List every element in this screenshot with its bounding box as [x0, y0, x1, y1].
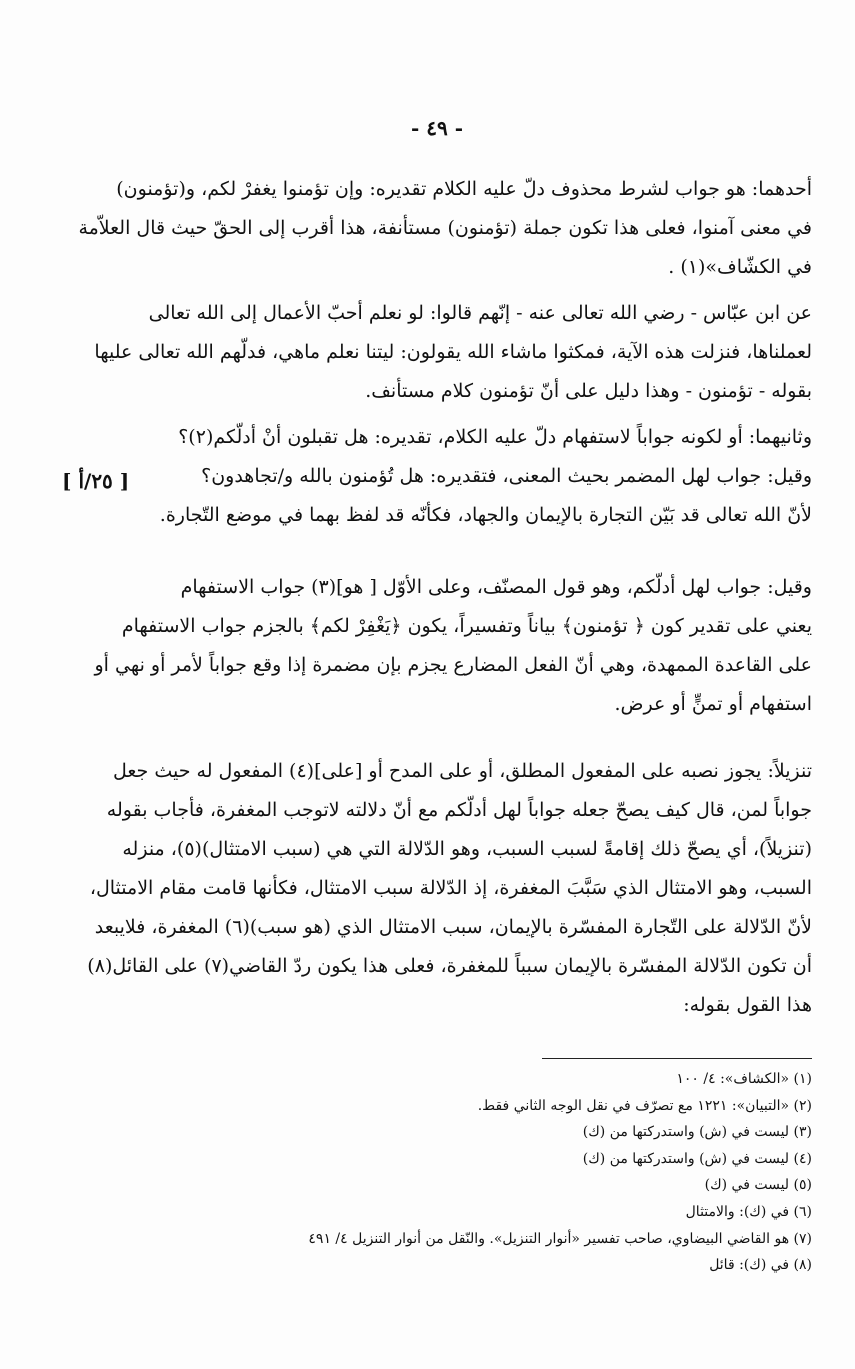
footnote: (٣) ليست في (ش) واستدركتها من (ك)	[582, 1124, 812, 1141]
text-line: جواباً لمن، قال كيف يصحّ جعله جواباً لهل أدلّكم مع أنّ دلالته لاتوجب المغفرة، فأجاب بقوله	[106, 799, 812, 821]
paragraph-2	[62, 294, 812, 411]
paragraph-5	[62, 752, 812, 1025]
text-line: تنزيلاً: يجوز نصبه على المفعول المطلق، أو على المدح أو [على](٤) المفعول له حيث جعل	[113, 760, 812, 782]
paragraph-4	[62, 568, 812, 724]
text-line: لأنّ الله تعالى قد بَيّن التجارة بالإيمان والجهاد، فكأنّه قد لفظ بهما في موضع التّجارة.	[159, 504, 812, 526]
text-line: في الكشّاف»(١) .	[668, 256, 812, 278]
footnote: (٥) ليست في (ك)	[704, 1177, 812, 1194]
footnote-divider	[542, 1058, 812, 1059]
text-line: لأنّ الدّلالة على التّجارة المفسّرة بالإيمان، سبب الامتثال الذي (هو سبب)(٦) المغفرة، فلايبعد	[94, 916, 812, 938]
text-line: بقوله - تؤمنون - وهذا دليل على أنّ تؤمنون كلام مستأنف.	[365, 380, 812, 402]
text-line: وقيل: جواب لهل أدلّكم، وهو قول المصنّف، وعلى الأوّل [ هو](٣) جواب الاستفهام	[180, 576, 812, 598]
folio-marker: [ ٢٥/أ ]	[62, 469, 130, 493]
text-line: هذا القول بقوله:	[683, 994, 812, 1016]
footnote: (٢) «التبيان»: ١٢٢١ مع تصرّف في نقل الوجه الثاني فقط.	[477, 1097, 812, 1114]
text-line: يعني على تقدير كون ﴿ تؤمنون﴾ بياناً وتفسيراً، يكون ﴿يَغْفِرْ لكم﴾ بالجزم جواب الاستفهام	[121, 615, 812, 637]
text-line: استفهام أو تمنٍّ أو عرض.	[614, 693, 812, 715]
page-number: - ٤٩ -	[410, 116, 463, 140]
footnote: (١) «الكشاف»: ٤/ ١٠٠	[676, 1071, 812, 1087]
footnote: (٤) ليست في (ش) واستدركتها من (ك)	[582, 1150, 812, 1167]
paragraph-3	[62, 418, 812, 535]
text-line: لعملناها، فنزلت هذه الآية، فمكثوا ماشاء الله يقولون: ليتنا نعلم ماهي، فدلّهم الله تعالى عليها	[94, 341, 812, 363]
paragraph-1	[62, 170, 812, 287]
footnote: (٧) هو القاضي البيضاوي، صاحب تفسير «أنوار التنزيل». والنّقل من أنوار التنزيل ٤/ ٤٩١	[308, 1230, 812, 1247]
text-line: (تنزيلاً)، أي يصحّ ذلك إقامةً لسبب السبب، وهو الدّلالة التي هي (سبب الامتثال)(٥)، منزله	[122, 838, 812, 860]
text-line: وقيل: جواب لهل المضمر بحيث المعنى، فتقديره: هل تُؤمنون بالله و/تجاهدون؟	[201, 465, 812, 487]
text-line: وثانيهما: أو لكونه جواباً لاستفهام دلّ عليه الكلام، تقديره: هل تقبلون أنْ أدلّكم(٢)؟	[178, 426, 812, 448]
footnote: (٦) في (ك): والامتثال	[685, 1203, 812, 1220]
text-line: في معنى آمنوا، فعلى هذا تكون جملة (تؤمنون) مستأنفة، هذا أقرب إلى الحقّ حيث قال العلاّمة	[78, 217, 812, 239]
text-line: على القاعدة الممهدة، وهي أنّ الفعل المضارع يجزم بإن مضمرة إذا وقع جواباً لأمر أو نهي أو	[94, 654, 812, 676]
text-line: أحدهما: هو جواب لشرط محذوف دلّ عليه الكلام تقديره: وإن تؤمنوا يغفرْ لكم، و(تؤمنون)	[116, 178, 812, 200]
footnotes	[62, 1066, 812, 1279]
text-line: أن تكون الدّلالة المفسّرة بالإيمان سبباً للمغفرة، فعلى هذا يكون ردّ القاضي(٧) على القائل(٨)	[87, 955, 812, 977]
footnote: (٨) في (ك): قائل	[709, 1257, 812, 1274]
text-line: السبب، وهو الامتثال الذي سَبَّبَ المغفرة، إذ الدّلالة سبب الامتثال، فكأنها قامت مقام الامتثال،	[89, 877, 812, 899]
text-line: عن ابن عبّاس - رضي الله تعالى عنه - إنّهم قالوا: لو نعلم أحبّ الأعمال إلى الله تعالى	[148, 302, 812, 324]
